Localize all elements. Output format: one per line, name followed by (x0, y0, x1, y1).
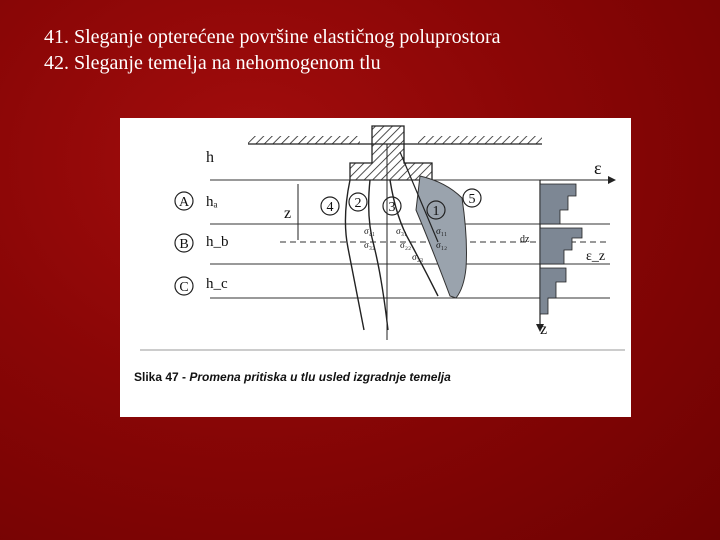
ground-hatch-left (248, 136, 360, 144)
depth-label-hc: h_c (206, 276, 228, 292)
caption-label: Slika 47 - (134, 370, 187, 384)
ground-hatch-right (418, 136, 542, 144)
title-line-41: 41. Sleganje opterećene površine elastičnog poluprostora (44, 26, 501, 48)
figure-image (120, 118, 631, 417)
curve-marker-5: 5 (468, 192, 476, 207)
sigma-label-22: σ₂₂ (400, 240, 412, 250)
foundation-icon (350, 126, 432, 180)
slide-title-block (44, 24, 501, 76)
sigma-label-12: σ₁₂ (436, 240, 448, 250)
curve-marker-4: 4 (326, 200, 334, 215)
layer-marker-a: A (178, 195, 190, 210)
sigma-label-11: σ₁₁ (436, 226, 448, 236)
curve-marker-3: 3 (388, 200, 396, 215)
epsilon-z-label: ε_z (586, 249, 606, 264)
epsilon-label: ε (594, 158, 602, 178)
sigma-label-23: σ₂₃ (412, 252, 424, 262)
dz-label: dz (520, 234, 530, 245)
curve-marker-2: 2 (354, 196, 362, 211)
layer-marker-b: B (179, 237, 189, 252)
caption-text: Promena pritiska u tlu usled izgradnje temelja (189, 370, 451, 384)
z-axis-label: z (540, 321, 548, 338)
depth-label-z: z (284, 205, 292, 222)
layer-marker-c: C (179, 280, 189, 295)
title-line-42: 42. Sleganje temelja na nehomogenom tlu (44, 52, 381, 74)
sigma-label-41: σ₄₁ (364, 226, 376, 236)
sigma-label-31: σ₃₁ (396, 226, 408, 236)
curve-2 (369, 180, 388, 330)
stress-bulb-icon (416, 176, 467, 298)
depth-label-hb: h_b (206, 234, 229, 250)
sigma-label-32: σ₃₂ (364, 240, 376, 250)
depth-label-ha: hₐ (206, 194, 218, 210)
depth-label-h: h (206, 149, 214, 166)
curve-marker-1: 1 (432, 204, 440, 219)
figure-caption (134, 370, 451, 384)
